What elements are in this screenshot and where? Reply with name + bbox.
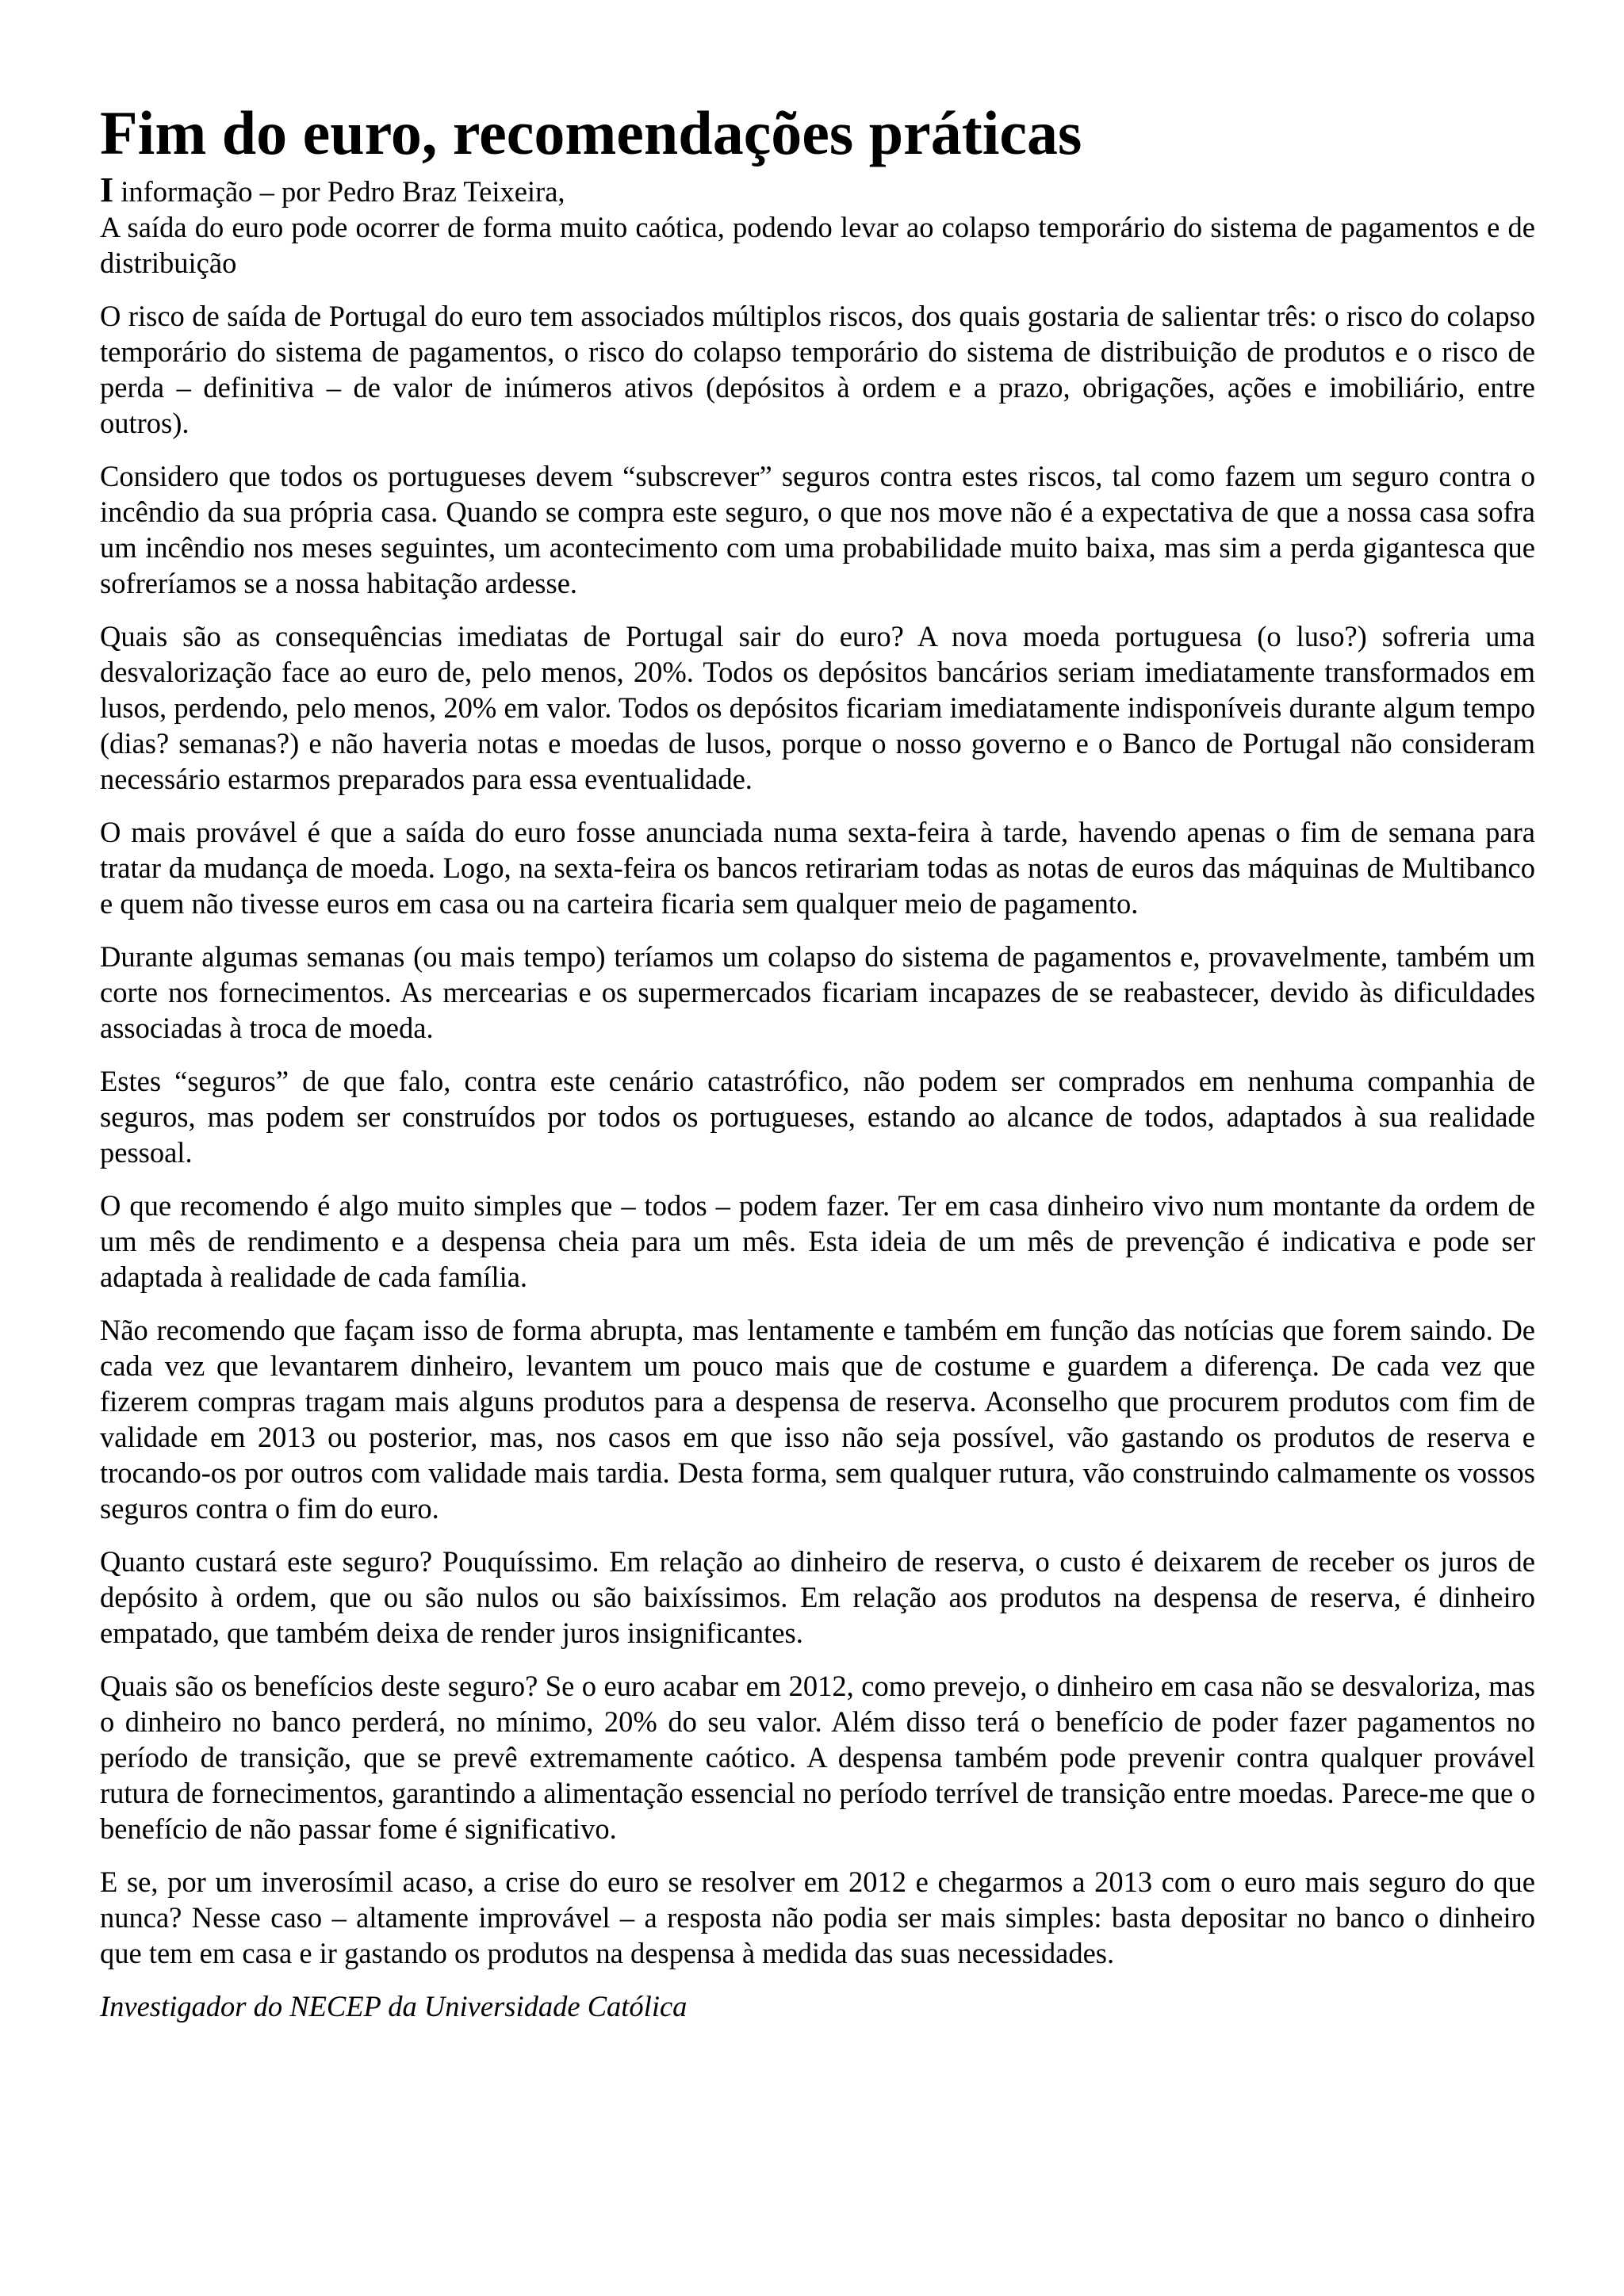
body-paragraph: Quanto custará este seguro? Pouquíssimo. Em relação ao dinheiro de reserva, o custo é deixarem de receber os juros de depósito à ordem, que ou são nulos ou são baixíssimos. Em relação aos produtos na despensa de reserva, é dinheiro empatado, que também deixa de render juros insignificantes.: [100, 1545, 1535, 1649]
byline: [100, 170, 1535, 209]
body-paragraph: Estes “seguros” de que falo, contra este cenário catastrófico, não podem ser comprados em nenhuma companhia de seguros, mas podem ser construídos por todos os portugueses, estando ao alcance de todos, adaptados à sua realidade pessoal.: [100, 1065, 1535, 1169]
author-footer: Investigador do NECEP da Universidade Católica: [100, 1990, 688, 2022]
body-paragraph: Durante algumas semanas (ou mais tempo) teríamos um colapso do sistema de pagamentos e, provavelmente, também um corte nos fornecimentos. As mercearias e os supermercados ficariam incapazes de se reabastecer, devido às dificuldades associadas à troca de moeda.: [100, 940, 1535, 1044]
article: [100, 98, 1535, 2024]
body-paragraph: O mais provável é que a saída do euro fosse anunciada numa sexta-feira à tarde, havendo apenas o fim de semana para tratar da mudança de moeda. Logo, na sexta-feira os bancos retirariam todas as notas de euros das máquinas de Multibanco e quem não tivesse euros em casa ou na carteira ficaria sem qualquer meio de pagamento.: [100, 816, 1535, 920]
article-title: Fim do euro, recomendações práticas: [100, 98, 1082, 167]
body-paragraph: Quais são os benefícios deste seguro? Se o euro acabar em 2012, como prevejo, o dinheiro em casa não se desvaloriza, mas o dinheiro no banco perderá, no mínimo, 20% do seu valor. Além disso terá o benefício de poder fazer pagamentos no período de transição, que se prevê extremamente caótico. A despensa também pode prevenir contra qualquer provável rutura de fornecimentos, garantindo a alimentação essencial no período terrível de transição entre moedas. Parece-me que o benefício de não passar fome é significativo.: [100, 1670, 1535, 1845]
body-paragraph: Não recomendo que façam isso de forma abrupta, mas lentamente e também em função das notícias que forem saindo. De cada vez que levantarem dinheiro, levantem um pouco mais que de costume e guardem a diferença. De cada vez que fizerem compras tragam mais alguns produtos para a despensa de reserva. Aconselho que procurem produtos com fim de validade em 2013 ou posterior, mas, nos casos em que isso não seja possível, vão gastando os produtos de reserva e trocando-os por outros com validade mais tardia. Desta forma, sem qualquer rutura, vão construindo calmamente os vossos seguros contra o fim do euro.: [100, 1314, 1535, 1525]
body-paragraph: Considero que todos os portugueses devem “subscrever” seguros contra estes riscos, tal como fazem um seguro contra o incêndio da sua própria casa. Quando se compra este seguro, o que nos move não é a expectativa de que a nossa casa sofra um incêndio nos meses seguintes, um acontecimento com uma probabilidade muito baixa, mas sim a perda gigantesca que sofreríamos se a nossa habitação ardesse.: [100, 460, 1535, 599]
lead-paragraph: A saída do euro pode ocorrer de forma muito caótica, podendo levar ao colapso temporário do sistema de pagamentos e de distribuição: [100, 211, 1535, 279]
byline-initial: I: [100, 170, 114, 209]
body-paragraph: Quais são as consequências imediatas de Portugal sair do euro? A nova moeda portuguesa (o luso?) sofreria uma desvalorização face ao euro de, pelo menos, 20%. Todos os depósitos bancários seriam imediatamente transformados em lusos, perdendo, pelo menos, 20% em valor. Todos os depósitos ficariam imediatamente indisponíveis durante algum tempo (dias? semanas?) e não haveria notas e moedas de lusos, porque o nosso governo e o Banco de Portugal não consideram necessário estarmos preparados para essa eventualidade.: [100, 620, 1535, 795]
body-paragraph: E se, por um inverosímil acaso, a crise do euro se resolver em 2012 e chegarmos a 2013 com o euro mais seguro do que nunca? Nesse caso – altamente improvável – a resposta não podia ser mais simples: basta depositar no banco o dinheiro que tem em casa e ir gastando os produtos na despensa à medida das suas necessidades.: [100, 1866, 1535, 1969]
body-paragraph: O que recomendo é algo muito simples que – todos – podem fazer. Ter em casa dinheiro vivo num montante da ordem de um mês de rendimento e a despensa cheia para um mês. Esta ideia de um mês de prevenção é indicativa e pode ser adaptada à realidade de cada família.: [100, 1189, 1535, 1293]
byline-text: informação – por Pedro Braz Teixeira,: [113, 175, 565, 208]
body-paragraph: O risco de saída de Portugal do euro tem associados múltiplos riscos, dos quais gostaria de salientar três: o risco do colapso temporário do sistema de pagamentos, o risco do colapso temporário do sistema de distribuição de produtos e o risco de perda – definitiva – de valor de inúmeros ativos (depósitos à ordem e a prazo, obrigações, ações e imobiliário, entre outros).: [100, 300, 1535, 439]
